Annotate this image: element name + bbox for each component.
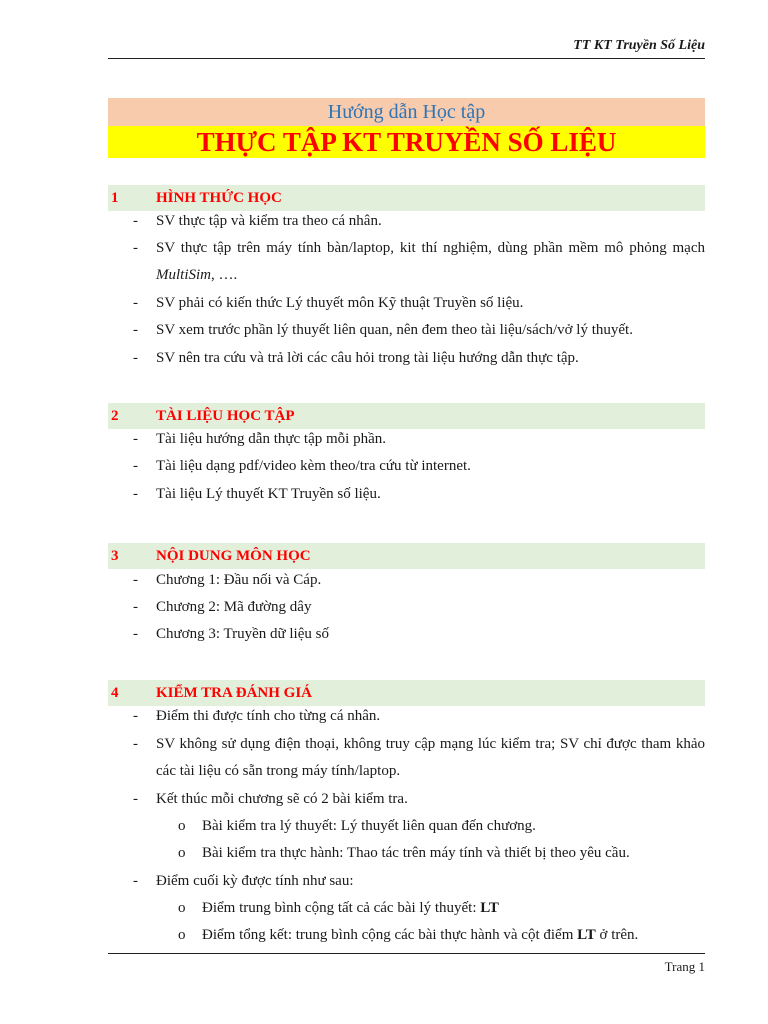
dash-bullet: - <box>133 295 138 311</box>
sub-list-item-text <box>202 922 705 949</box>
dash-bullet: - <box>133 736 138 752</box>
list-item <box>133 235 705 289</box>
sub-list-item-text: Bài kiểm tra thực hành: Thao tác trên máy tính và thiết bị theo yêu cầu. <box>202 845 630 861</box>
header-title: TT KT Truyền Số Liệu <box>573 38 705 53</box>
page-number: Trang 1 <box>664 959 705 974</box>
dash-bullet: - <box>133 599 138 615</box>
list-item <box>133 426 705 453</box>
dash-bullet: - <box>133 431 138 447</box>
section-number: 2 <box>111 408 119 424</box>
dash-bullet: - <box>133 572 138 588</box>
list-item <box>133 868 705 895</box>
dash-bullet: - <box>133 708 138 724</box>
score-text-after: ở trên. <box>595 927 639 943</box>
list-item <box>133 345 705 372</box>
list-item <box>133 594 705 621</box>
page-header <box>108 36 705 59</box>
dash-bullet: - <box>133 626 138 642</box>
section-number: 4 <box>111 685 119 701</box>
score-code-lt: LT <box>577 927 596 943</box>
list-item-text: Điểm cuối kỳ được tính như sau: <box>156 873 354 889</box>
score-code-lt: LT <box>480 900 499 916</box>
dash-bullet: - <box>133 350 138 366</box>
list-item-text: Tài liệu dạng pdf/video kèm theo/tra cứu từ internet. <box>156 458 471 474</box>
dash-bullet: - <box>133 240 138 256</box>
section-title: TÀI LIỆU HỌC TẬP <box>156 408 295 424</box>
score-text: Điểm tổng kết: trung bình cộng các bài thực hành và cột điểm <box>202 927 578 943</box>
document-title: THỰC TẬP KT TRUYỀN SỐ LIỆU <box>108 126 705 158</box>
list-item-text: SV xem trước phần lý thuyết liên quan, nên đem theo tài liệu/sách/vở lý thuyết. <box>156 322 633 338</box>
document-subtitle: Hướng dẫn Học tập <box>108 98 705 126</box>
list-item-text: Điểm thi được tính cho từng cá nhân. <box>156 708 381 724</box>
sub-list-item <box>178 895 705 922</box>
list-item <box>133 567 705 594</box>
section-heading-3 <box>108 543 705 569</box>
list-item-text: Tài liệu Lý thuyết KT Truyền số liệu. <box>156 486 381 502</box>
list-item-text: Chương 1: Đầu nối và Cáp. <box>156 572 322 588</box>
dash-bullet: - <box>133 322 138 338</box>
list-item-text: Tài liệu hướng dẫn thực tập mỗi phần. <box>156 431 386 447</box>
section-title: NỘI DUNG MÔN HỌC <box>156 548 311 564</box>
dash-bullet: - <box>133 486 138 502</box>
list-item-text: Kết thúc mỗi chương sẽ có 2 bài kiểm tra. <box>156 791 408 807</box>
circle-bullet: o <box>178 818 186 834</box>
software-name: MultiSim <box>156 267 211 283</box>
dash-bullet: - <box>133 213 138 229</box>
dash-bullet: - <box>133 791 138 807</box>
list-item <box>133 290 705 317</box>
list-item-text: SV thực tập và kiểm tra theo cá nhân. <box>156 213 382 229</box>
section-number: 3 <box>111 548 119 564</box>
page-footer <box>108 953 705 984</box>
title-block <box>108 98 705 158</box>
list-item-text: SV nên tra cứu và trả lời các câu hỏi trong tài liệu hướng dẫn thực tập. <box>156 350 579 366</box>
circle-bullet: o <box>178 927 186 943</box>
list-item <box>133 453 705 480</box>
sub-list-item-text <box>202 895 705 922</box>
list-item <box>133 317 705 344</box>
sub-list-item <box>178 922 705 949</box>
list-item <box>133 621 705 648</box>
sub-list-item <box>178 840 705 867</box>
list-item <box>133 731 705 785</box>
sub-list-item-text: Bài kiểm tra lý thuyết: Lý thuyết liên quan đến chương. <box>202 818 536 834</box>
circle-bullet: o <box>178 900 186 916</box>
circle-bullet: o <box>178 845 186 861</box>
list-item <box>133 208 705 235</box>
dash-bullet: - <box>133 458 138 474</box>
list-item <box>133 481 705 508</box>
list-item-text: Chương 3: Truyền dữ liệu số <box>156 626 329 642</box>
list-item-text: SV thực tập trên máy tính bàn/laptop, kit thí nghiệm, dùng phần mềm mô phỏng mạch MultiSim, …. <box>156 240 705 283</box>
list-item-text: SV không sử dụng điện thoại, không truy cập mạng lúc kiểm tra; SV chỉ được tham khảo các tài liệu có sẵn trong máy tính/laptop. <box>156 736 705 779</box>
dash-bullet: - <box>133 873 138 889</box>
score-text: Điểm trung bình cộng tất cả các bài lý thuyết: <box>202 900 481 916</box>
sub-list-item <box>178 813 705 840</box>
section-title: KIỂM TRA ĐÁNH GIÁ <box>156 685 312 701</box>
list-item-text: Chương 2: Mã đường dây <box>156 599 312 615</box>
list-item <box>133 703 705 730</box>
section-title: HÌNH THỨC HỌC <box>156 190 282 206</box>
list-item-text: SV phải có kiến thức Lý thuyết môn Kỹ thuật Truyền số liệu. <box>156 295 524 311</box>
list-item <box>133 786 705 813</box>
section-number: 1 <box>111 190 119 206</box>
